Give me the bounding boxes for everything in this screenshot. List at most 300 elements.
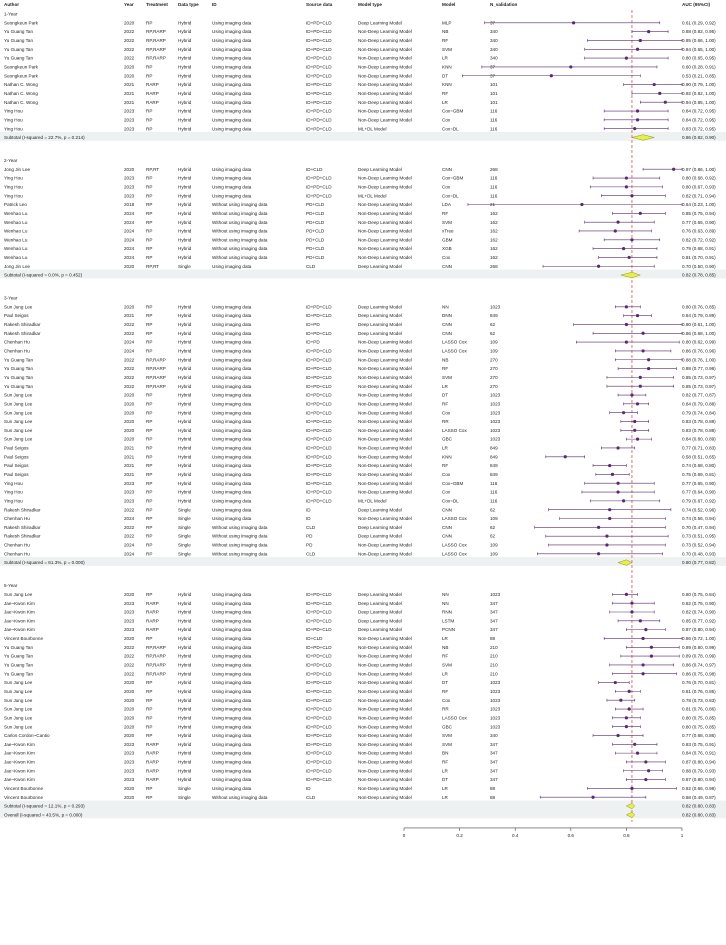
column-header: ID [212,2,217,7]
cell-text: ID+PD [306,322,320,328]
auc-label: 0.84 (0.72, 0.95) [682,108,716,114]
column-header: AUC (95%CI) [682,2,711,7]
cell-text: Vincent Bourbonne [4,785,43,791]
auc-label: 0.86 (0.72, 1.00) [682,636,716,642]
cell-text: PD+CLD [306,219,325,225]
cell-text: LASSO Cox [442,715,467,721]
cell-text: Ying Hou [4,184,23,190]
cell-text: Hybrid [178,627,192,633]
point-estimate [647,358,650,361]
cell-text: Sun Jung Lee [4,410,33,416]
cell-text: Non-Deep Learning Model [358,636,412,642]
cell-text: Hybrid [178,680,192,686]
cell-text: Hybrid [178,175,192,181]
cell-text: ID+PD+CLD [306,480,332,486]
cell-text: ID+PD+CLD [306,777,332,783]
cell-text: RP,RARP [146,38,166,44]
cell-text: Non-Deep Learning Model [358,29,412,35]
cell-text: RARP [146,777,159,783]
cell-text: RP [146,480,153,486]
cell-text: RP [146,410,153,416]
x-tick-label: 0.6 [567,832,574,838]
cell-text: PD [306,533,313,539]
cell-text: Using imaging data [212,600,252,606]
cell-text: 101 [490,90,498,96]
cell-text: Using imaging data [212,175,252,181]
auc-label: 0.83 (0.75, 0.91) [682,741,716,747]
cell-text: Using imaging data [212,653,252,659]
cell-text: GBC [442,436,452,442]
cell-text: ID+PD+CLD [306,313,332,319]
cell-text: PD+CLD [306,202,325,208]
cell-text: Hybrid [178,38,192,44]
cell-text: Using imaging data [212,436,252,442]
cell-text: RARP [146,768,159,774]
cell-text: Hybrid [178,759,192,765]
cell-text: Sun Jung Lee [4,419,33,425]
cell-text: Wenhao Lu [4,219,28,225]
auc-label: 0.92 (0.82, 1.00) [682,90,716,96]
cell-text: 2024 [124,339,135,345]
cell-text: 88 [490,785,496,791]
cell-text: Hybrid [178,401,192,407]
cell-text: Deep Learning Model [358,330,402,336]
cell-text: Using imaging data [212,750,252,756]
cell-text: Hybrid [178,662,192,668]
cell-text: 1023 [490,304,501,310]
cell-text: Vincent Bourbonne [4,636,43,642]
cell-text: Deep Learning Model [358,609,402,615]
cell-text: Using imaging data [212,366,252,372]
cell-text: ID [306,516,311,522]
cell-text: RP [146,697,153,703]
auc-label: 0.79 (0.67, 0.92) [682,498,716,504]
cell-text: Hybrid [178,706,192,712]
cell-text: LDA [442,202,451,208]
cell-text: Using imaging data [212,697,252,703]
point-estimate [658,92,661,95]
cell-text: Non-Deep Learning Model [358,108,412,114]
cell-text: Without using imaging data [212,246,268,252]
point-estimate [672,168,675,171]
auc-label: 0.80 (0.62, 0.99) [682,339,716,345]
cell-text: Non-Deep Learning Model [358,794,412,800]
point-estimate [616,446,619,449]
cell-text: Yu Guang Tan [4,662,34,668]
point-estimate [647,367,650,370]
cell-text: Non-Deep Learning Model [358,697,412,703]
cell-text: Using imaging data [212,472,252,478]
cell-text: 62 [490,330,496,336]
cell-text: 210 [490,644,498,650]
cell-text: Non-Deep Learning Model [358,472,412,478]
cell-text: Non-Deep Learning Model [358,551,412,557]
cell-text: LASSO Cox [442,551,467,557]
cell-text: RP [146,202,153,208]
cell-text: Hybrid [178,228,192,234]
cell-text: 1023 [490,724,501,730]
cell-text: Cox [442,117,451,123]
cell-text: SVM [442,46,452,52]
cell-text: Using imaging data [212,322,252,328]
point-estimate [597,552,600,555]
cell-text: 101 [490,99,498,105]
cell-text: 2024 [124,551,135,557]
cell-text: Without using imaging data [212,551,268,557]
column-header: Treatment [146,2,168,7]
cell-text: Using imaging data [212,463,252,469]
cell-text: Non-Deep Learning Model [358,73,412,79]
cell-text: 2023 [124,108,135,114]
cell-text: 347 [490,777,498,783]
cell-text: RP [146,498,153,504]
cell-text: LASSO Cox [442,427,467,433]
cell-text: NB [442,644,449,650]
cell-text: GBC [442,724,452,730]
point-estimate [619,699,622,702]
cell-text: Cox [442,489,451,495]
cell-text: Chenhan Hu [4,348,30,354]
cell-text: Using imaging data [212,618,252,624]
cell-text: Single [178,524,191,530]
auc-label: 0.86 (0.76, 0.96) [682,348,716,354]
column-header: Model type [358,2,382,7]
cell-text: ID+PD+CLD [306,671,332,677]
subtotal-band [0,557,726,566]
cell-text: Hybrid [178,348,192,354]
cell-text: 1023 [490,715,501,721]
cell-text: Using imaging data [212,117,252,123]
cell-text: Non-Deep Learning Model [358,117,412,123]
cell-text: RP [146,463,153,469]
x-tick-label: 0.8 [623,832,630,838]
point-estimate [625,341,628,344]
cell-text: Ying Hou [4,480,23,486]
auc-label: 0.84 (0.79, 0.89) [682,313,716,319]
cell-text: 340 [490,733,498,739]
cell-text: 1023 [490,697,501,703]
cell-text: Without using imaging data [212,794,268,800]
cell-text: Using imaging data [212,785,252,791]
cell-text: Non-Deep Learning Model [358,644,412,650]
auc-label: 0.83 (0.78, 0.88) [682,427,716,433]
cell-text: 162 [490,228,498,234]
auc-label: 0.77 (0.68, 0.86) [682,733,716,739]
cell-text: RP [146,472,153,478]
cell-text: ML+DL Model [358,193,387,199]
cell-text: Hybrid [178,357,192,363]
cell-text: Rakesh Shiradkar [4,330,41,336]
point-estimate [608,508,611,511]
x-tick-label: 0.2 [456,832,463,838]
cell-text: 2023 [124,193,135,199]
auc-label: 0.70 (0.47, 0.94) [682,524,716,530]
cell-text: 62 [490,322,496,328]
point-estimate [608,517,611,520]
auc-label: 0.86 (0.74, 0.97) [682,662,716,668]
cell-text: RP [146,73,153,79]
cell-text: 2024 [124,210,135,216]
cell-text: Non-Deep Learning Model [358,392,412,398]
cell-text: Ying Hou [4,489,23,495]
cell-text: RP [146,489,153,495]
cell-text: Sun Jung Lee [4,688,33,694]
cell-text: DT [442,392,449,398]
cell-text: 162 [490,237,498,243]
cell-text: 1023 [490,401,501,407]
cell-text: Non-Deep Learning Model [358,348,412,354]
point-estimate [630,393,633,396]
cell-text: Using imaging data [212,662,252,668]
cell-text: Non-Deep Learning Model [358,339,412,345]
cell-text: ID+PD+CLD [306,741,332,747]
cell-text: Yu Guang Tan [4,671,34,677]
cell-text: Without using imaging data [212,219,268,225]
cell-text: Using imaging data [212,591,252,597]
point-estimate [625,323,628,326]
cell-text: Using imaging data [212,777,252,783]
cell-text: ID+PD+CLD [306,55,332,61]
cell-text: Yu Guang Tan [4,644,34,650]
cell-text: RP [146,348,153,354]
cell-text: Hybrid [178,313,192,319]
auc-label: 0.88 (0.82, 0.95) [682,29,716,35]
cell-text: Deep Learning Model [358,524,402,530]
cell-text: 2020 [124,410,135,416]
cell-text: ID+PD+CLD [306,759,332,765]
cell-text: ID+PD+CLD [306,184,332,190]
auc-label: 0.80 (0.75, 0.84) [682,591,716,597]
cell-text: CNN [442,507,452,513]
cell-text: DT [442,73,449,79]
auc-label: 0.70 (0.50, 0.90) [682,263,716,269]
auc-label: 0.85 (0.77, 0.92) [682,618,716,624]
cell-text: Using imaging data [212,304,252,310]
cell-text: RP [146,228,153,234]
cell-text: 2021 [124,313,135,319]
cell-text: 2022 [124,644,135,650]
cell-text: 88 [490,636,496,642]
auc-label: 0.58 (0.51, 0.65) [682,454,716,460]
auc-label: 0.64 (0.23, 1.00) [682,202,716,208]
cell-text: Hybrid [178,733,192,739]
cell-text: ID+PD+CLD [306,108,332,114]
auc-label: 0.80 (0.77, 0.82) [682,560,716,566]
cell-text: Jae~Kwon Kim [4,609,35,615]
auc-label: 0.90 (0.79, 1.00) [682,82,716,88]
cell-text: LR [442,794,448,800]
cell-text: DNN [442,313,452,319]
auc-label: 0.94 (0.85, 1.00) [682,99,716,105]
cell-text: ID+PD+CLD [306,688,332,694]
cell-text: Hybrid [178,472,192,478]
cell-text: 2022 [124,38,135,44]
cell-text: Ying Hou [4,498,23,504]
cell-text: Deep Learning Model [358,304,402,310]
cell-text: 2023 [124,489,135,495]
cell-text: ID [306,507,311,513]
cell-text: Nathan C. Wong [4,82,38,88]
cell-text: 62 [490,524,496,530]
cell-text: SVM [442,219,452,225]
auc-label: 0.87 (0.80, 0.94) [682,777,716,783]
cell-text: 2020 [124,73,135,79]
cell-text: RR [442,419,449,425]
cell-text: 2022 [124,507,135,513]
cell-text: Non-Deep Learning Model [358,542,412,548]
auc-label: 0.85 (0.75, 0.94) [682,210,716,216]
cell-text: CNN [442,322,452,328]
cell-text: 1023 [490,706,501,712]
column-header: N_validation [490,2,518,7]
auc-label: 0.82 (0.72, 0.92) [682,237,716,243]
cell-text: Non-Deep Learning Model [358,724,412,730]
cell-text: Cox~GBM [442,108,464,114]
cell-text: RARP [146,600,159,606]
cell-text: 2020 [124,263,135,269]
auc-label: 0.81 (0.70, 0.91) [682,255,716,261]
point-estimate [636,48,639,51]
point-estimate [636,402,639,405]
cell-text: Non-Deep Learning Model [358,480,412,486]
auc-label: 0.80 (0.68, 0.92) [682,175,716,181]
point-estimate [616,490,619,493]
cell-text: RP [146,785,153,791]
cell-text: RP [146,304,153,310]
cell-text: RP [146,516,153,522]
cell-text: RP [146,108,153,114]
cell-text: ID+CLD [306,636,323,642]
cell-text: 340 [490,29,498,35]
point-estimate [650,646,653,649]
cell-text: NN [442,304,449,310]
cell-text: 2022 [124,383,135,389]
cell-text: Without using imaging data [212,228,268,234]
cell-text: 2020 [124,436,135,442]
point-estimate [611,473,614,476]
cell-text: Using imaging data [212,401,252,407]
cell-text: Using imaging data [212,680,252,686]
cell-text: Hybrid [178,427,192,433]
group-label: 5-Year [4,583,18,589]
cell-text: Non-Deep Learning Model [358,82,412,88]
point-estimate [625,593,628,596]
cell-text: ID+PD+CLD [306,724,332,730]
cell-text: RP [146,255,153,261]
cell-text: Non-Deep Learning Model [358,219,412,225]
point-estimate [630,238,633,241]
auc-label: 0.88 (0.79, 0.93) [682,768,716,774]
cell-text: Hybrid [178,126,192,132]
cell-text: RP [146,313,153,319]
cell-text: ID+PD+CLD [306,193,332,199]
cell-text: Using imaging data [212,166,252,172]
cell-text: RP [146,454,153,460]
point-estimate [625,305,628,308]
cell-text: Single [178,551,191,557]
cell-text: 2023 [124,175,135,181]
cell-text: LASSO Cox [442,516,467,522]
auc-label: 0.84 (0.65, 1.00) [682,46,716,52]
cell-text: RARP [146,99,159,105]
cell-text: Hybrid [178,219,192,225]
cell-text: Single [178,785,191,791]
cell-text: 2023 [124,750,135,756]
cell-text: Hybrid [178,90,192,96]
cell-text: Hybrid [178,777,192,783]
cell-text: 1023 [490,419,501,425]
cell-text: RARP [146,750,159,756]
cell-text: Non-Deep Learning Model [358,759,412,765]
cell-text: Using imaging data [212,348,252,354]
cell-text: RF [442,38,449,44]
cell-text: 116 [490,175,498,181]
cell-text: 2022 [124,322,135,328]
cell-text: RP [146,436,153,442]
cell-text: 2020 [124,427,135,433]
cell-text: RP,RT [146,263,160,269]
cell-text: Non-Deep Learning Model [358,38,412,44]
cell-text: Hybrid [178,671,192,677]
cell-text: Hybrid [178,383,192,389]
cell-text: Using imaging data [212,410,252,416]
cell-text: 62 [490,533,496,539]
auc-label: 0.76 (0.63, 0.89) [682,228,716,234]
cell-text: ID+PD+CLD [306,472,332,478]
cell-text: Using imaging data [212,454,252,460]
point-estimate [639,39,642,42]
cell-text: 109 [490,542,498,548]
auc-label: 0.77 (0.65, 0.90) [682,480,716,486]
point-estimate [614,681,617,684]
cell-text: 2023 [124,777,135,783]
cell-text: Jae~Kwon Kim [4,777,35,783]
cell-text: 101 [490,82,498,88]
cell-text: Ying Hou [4,193,23,199]
cell-text: 347 [490,741,498,747]
cell-text: KNN [442,454,452,460]
cell-text: 2022 [124,55,135,61]
cell-text: 21 [490,202,496,208]
cell-text: Non-Deep Learning Model [358,99,412,105]
cell-text: ID+PD+CLD [306,392,332,398]
cell-text: Using imaging data [212,126,252,132]
cell-text: Using imaging data [212,29,252,35]
cell-text: ID+PD+CLD [306,653,332,659]
cell-text: ID+PD+CLD [306,680,332,686]
cell-text: 116 [490,480,498,486]
auc-label: 0.83 (0.78, 0.88) [682,419,716,425]
cell-text: 2020 [124,64,135,70]
cell-text: DT [442,777,449,783]
cell-text: Using imaging data [212,445,252,451]
cell-text: Jae~Kwon Kim [4,741,35,747]
point-estimate [650,654,653,657]
cell-text: Rakesh Shiradkar [4,524,41,530]
auc-label: 0.84 (0.72, 0.95) [682,117,716,123]
cell-text: ID+PD [306,339,320,345]
cell-text: 2024 [124,516,135,522]
cell-text: Yu Guang Tan [4,29,34,35]
cell-text: ID+PD+CLD [306,591,332,597]
cell-text: ID+PD+CLD [306,357,332,363]
cell-text: RP [146,246,153,252]
cell-text: Using imaging data [212,330,252,336]
cell-text: Non-Deep Learning Model [358,662,412,668]
cell-text: Deep Learning Model [358,627,402,633]
cell-text: ML+DL Model [358,498,387,504]
auc-label: 0.80 (0.75, 0.85) [682,724,716,730]
